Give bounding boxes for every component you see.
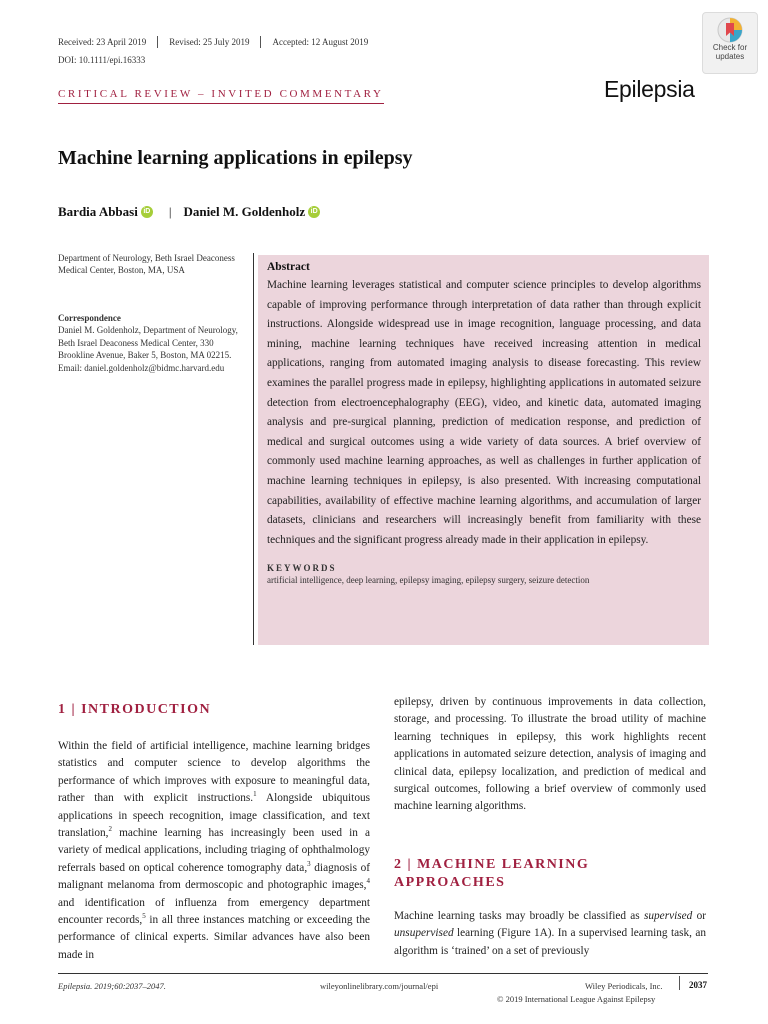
correspondence-block xyxy=(58,312,243,374)
paragraph: Machine learning tasks may broadly be classified as supervised or unsupervised learning (Figure 1A). In a supervised learning task, an algorithm is ‘trained’ on a set of previously xyxy=(394,910,706,957)
paragraph: Within the field of artificial intelligence, machine learning bridges statistics and computer science to develop algorithms the performance of which improves with exposure to meaningful data, rather than with explicit instructions.$^1$ Alongside ubiquitous applications in speech recognition, image classification, and text translation,$^2$ machine learning has increasingly been used in a variety of medical applications, including triaging of ophthalmology referrals based on optical coherence tomography data,$^3$ diagnosis of malignant melanoma from dermoscopic and photographic images,$^4$ and identification of influenza from emergency department encounter records,$^5$ in all three instances matching or exceeding the performance of clinical experts. Similar advances have also been made in xyxy=(58,740,371,961)
page-number: 2037 xyxy=(689,980,707,990)
footer-url[interactable]: wileyonlinelibrary.com/journal/epi xyxy=(320,981,439,991)
footer-divider xyxy=(58,973,708,974)
orcid-icon[interactable]: iD xyxy=(308,206,320,218)
bookmark-icon xyxy=(717,17,743,43)
footer-citation: Epilepsia. 2019;60:2037–2047. xyxy=(58,981,166,991)
footer-page-divider xyxy=(679,976,680,990)
check-updates-label: Check for xyxy=(712,43,748,52)
check-updates-label-2: updates xyxy=(715,52,745,61)
author-list xyxy=(58,204,320,220)
article-dates xyxy=(58,36,379,48)
reference-link[interactable]: 3 xyxy=(307,860,311,869)
article-title: Machine learning applications in epilepsy xyxy=(58,147,413,169)
introduction-heading: 1 | INTRODUCTION xyxy=(58,702,212,717)
orcid-icon[interactable]: iD xyxy=(141,206,153,218)
author-separator: | xyxy=(168,204,172,219)
introduction-text xyxy=(58,738,370,964)
reference-link[interactable]: 4 xyxy=(366,877,370,886)
check-for-updates-badge[interactable] xyxy=(702,12,758,74)
journal-logo: Epilepsia xyxy=(604,76,695,102)
received-date: Received: 23 April 2019 xyxy=(58,37,147,47)
footer-copyright: © 2019 International League Against Epilepsy xyxy=(497,994,656,1004)
author-name[interactable]: Daniel M. Goldenholz xyxy=(183,204,306,219)
abstract-divider xyxy=(253,253,254,645)
correspondence-heading: Correspondence xyxy=(58,313,121,323)
reference-link[interactable]: 2 xyxy=(108,825,113,834)
article-section-type: CRITICAL REVIEW – INVITED COMMENTARY xyxy=(58,88,384,104)
abstract-text: Machine learning leverages statistical and computer science principles to develop algorithms capable of improving performance through interpretation of data rather than through explicit instructions. Alongside widespread use in image recognition, language processing, and data mining, machine learning techniques have received increasing attention in medical applications, ranging from automated imaging analysis to disease forecasting. This review examines the parallel progress made in epilepsy, highlighting applications in automated seizure detection from electroencephalography (EEG), video, and kinetic data, automated imaging analysis and pre-surgical planning, prediction of medication response, and prediction of medical and surgical outcomes using a wide variety of data sources. A brief overview of commonly used machine learning approaches, as well as challenges in further application of machine learning techniques in epilepsy, is also presented. With increasing computational capabilities, availability of effective machine learning algorithms, and accumulation of larger datasets, clinicians and researchers will increasingly benefit from familiarity with these techniques and the significant progress already made in their application in epilepsy. xyxy=(267,279,701,546)
keywords-list: artificial intelligence, deep learning, epilepsy imaging, epilepsy surgery, seizure detection xyxy=(267,575,590,586)
doi[interactable]: DOI: 10.1111/epi.16333 xyxy=(58,55,146,65)
abstract-box xyxy=(258,255,709,645)
machine-learning-text xyxy=(394,908,706,960)
revised-date: Revised: 25 July 2019 xyxy=(157,36,260,48)
footer-publisher: Wiley Periodicals, Inc. xyxy=(585,981,663,991)
correspondence-email[interactable]: Email: daniel.goldenholz@bidmc.harvard.edu xyxy=(58,362,225,373)
correspondence-address: Daniel M. Goldenholz, Department of Neurology, Beth Israel Deaconess Medical Center, 330 Brookline Avenue, Baker 5, Boston, MA 02215. xyxy=(58,325,238,361)
abstract-heading: Abstract xyxy=(267,261,310,273)
introduction-continued: epilepsy, driven by continuous improvements in data collection, storage, and processing. To illustrate the broad utility of machine learning techniques in epilepsy, this work highlights recent applications in automated seizure detection, analysis of imaging and clinical data, epilepsy localization, and prediction of medical and surgical outcomes, following a brief overview of commonly used machine learning algorithms. xyxy=(394,696,706,813)
author-name[interactable]: Bardia Abbasi xyxy=(58,204,138,219)
machine-learning-heading: 2 | MACHINE LEARNING APPROACHES xyxy=(394,857,590,890)
accepted-date: Accepted: 12 August 2019 xyxy=(260,36,379,48)
reference-link[interactable]: 5 xyxy=(142,912,146,921)
affiliation: Department of Neurology, Beth Israel Deaconess Medical Center, Boston, MA, USA xyxy=(58,253,235,276)
keywords-heading: KEYWORDS xyxy=(267,563,337,574)
reference-link[interactable]: 1 xyxy=(253,790,257,799)
